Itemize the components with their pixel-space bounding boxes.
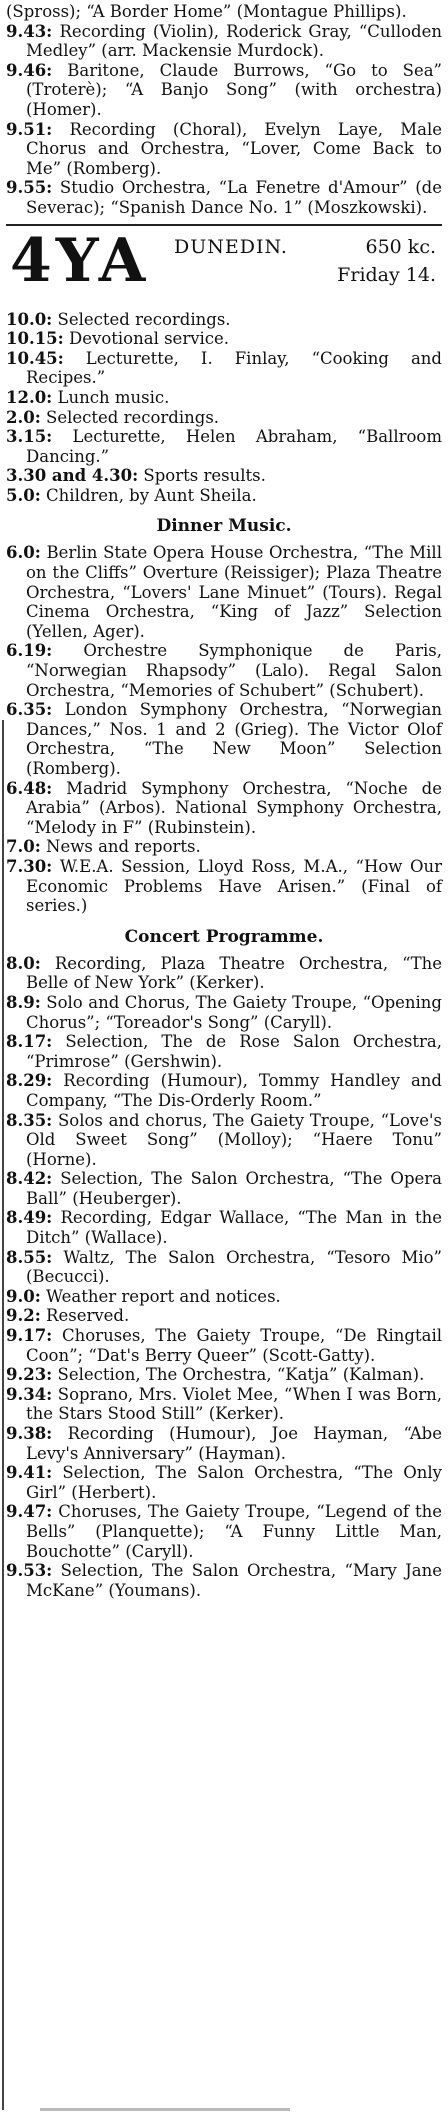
listing-entry [6, 1463, 442, 1502]
entry-text: Waltz, The Salon Orchestra, “Tesoro Mio” (Becucci). [26, 1247, 442, 1287]
listing-entry [6, 837, 442, 857]
listing-entry [6, 1424, 442, 1463]
entry-text: Selection, The Salon Orchestra, “Mary Jane McKane” (Youmans). [26, 1561, 442, 1600]
daytime-listing [6, 310, 442, 506]
station-city: DUNEDIN. [174, 235, 288, 258]
listing-entry [6, 1032, 442, 1071]
entry-time: 9.55: [6, 178, 53, 198]
entry-time: 8.17: [6, 1032, 53, 1052]
concert-programme-heading: Concert Programme. [124, 926, 324, 947]
entry-text: Selection, The Orchestra, “Katja” (Kalman). [52, 1365, 425, 1385]
listing-entry [6, 1111, 442, 1170]
entry-text: Lunch music. [52, 387, 170, 407]
listing-entry [6, 1287, 442, 1307]
listing-entry [6, 543, 442, 641]
entry-time: 6.19: [6, 641, 53, 661]
listing-entry [6, 329, 442, 349]
entry-time: 10.0: [6, 309, 53, 329]
listing-entry [6, 1326, 442, 1365]
entry-time: 8.55: [6, 1247, 53, 1267]
listing-entry [6, 954, 442, 993]
entry-text: Recording, Edgar Wallace, “The Man in the Ditch” (Wallace). [26, 1208, 442, 1248]
station-callsign: 4YA [10, 225, 150, 296]
entry-time: 9.0: [6, 1286, 41, 1306]
listing-entry [6, 310, 442, 330]
listing-entry [6, 1169, 442, 1208]
listing-entry [6, 1248, 442, 1287]
column-rule [2, 720, 4, 2110]
entry-text: Recording (Violin), Roderick Gray, “Culloden Medley” (arr. Mackensie Murdock). [26, 21, 442, 61]
print-smudge [40, 2108, 290, 2111]
entry-text: Recording (Choral), Evelyn Laye, Male Chorus and Orchestra, “Lover, Come Back to Me” (Romberg). [26, 119, 442, 178]
entry-text: Recording (Humour), Joe Hayman, “Abe Levy's Anniversary” (Hayman). [26, 1424, 442, 1463]
listing-entry [6, 388, 442, 408]
listing-entry [6, 120, 442, 179]
entry-time: 9.23: [6, 1365, 53, 1385]
entry-time: 8.29: [6, 1071, 53, 1091]
listing-entry [6, 61, 442, 120]
broadcast-day: Friday 14. [337, 263, 436, 286]
dinner-music-heading: Dinner Music. [156, 516, 292, 537]
listing-entry [6, 22, 442, 61]
entry-time: 5.0: [6, 485, 41, 505]
entry-text: Selected recordings. [40, 407, 220, 427]
listing-entry [6, 466, 442, 486]
entry-text: Children, by Aunt Sheila. [40, 485, 257, 505]
entry-time: 9.47: [6, 1502, 53, 1522]
entry-time: 12.0: [6, 387, 53, 407]
entry-text: Studio Orchestra, “La Fenetre d'Amour” (de Severac); “Spanish Dance No. 1” (Moszkowski). [26, 178, 442, 217]
listing-entry [6, 349, 442, 388]
entry-time: 9.46: [6, 60, 53, 80]
entry-time: 8.35: [6, 1110, 53, 1130]
entry-text: Solo and Chorus, The Gaiety Troupe, “Opening Chorus”; “Toreador's Song” (Caryll). [26, 992, 442, 1032]
listing-entry [6, 1561, 442, 1600]
entry-text: Choruses, The Gaiety Troupe, “Legend of the Bells” (Planquette); “A Funny Little Man, Bouchotte” (Caryll). [26, 1502, 442, 1561]
entry-time: 10.45: [6, 348, 64, 368]
entry-text: Baritone, Claude Burrows, “Go to Sea” (Troterè); “A Banjo Song” (with orchestra) (Homer). [26, 60, 442, 119]
station-header [6, 224, 442, 304]
entry-text: Selection, The de Rose Salon Orchestra, “Primrose” (Gershwin). [26, 1032, 442, 1071]
entry-text: Solos and chorus, The Gaiety Troupe, “Love's Old Sweet Song” (Molloy); “Haere Tonu” (Horne). [26, 1110, 442, 1169]
entry-time: 9.43: [6, 21, 53, 41]
entry-text: Madrid Symphony Orchestra, “Noche de Arabia” (Arbos). National Symphony Orchestra, “Melody in F” (Rubinstein). [26, 778, 442, 837]
entry-time: 9.38: [6, 1424, 53, 1443]
concert-programme-listing [6, 954, 442, 1601]
listing-entry [6, 427, 442, 466]
entry-text: Choruses, The Gaiety Troupe, “De Ringtail Coon”; “Dat's Berry Queer” (Scott-Gatty). [26, 1326, 442, 1365]
listing-entry [6, 2, 442, 22]
entry-text: W.E.A. Session, Lloyd Ross, M.A., “How Our Economic Problems Have Arisen.” (Final of series.) [26, 856, 442, 916]
entry-text: Recording, Plaza Theatre Orchestra, “The Belle of New York” (Kerker). [26, 953, 442, 993]
listing-entry [6, 1306, 442, 1326]
listing-entry [6, 486, 442, 506]
listing-entry [6, 1071, 442, 1110]
listing-entry [6, 993, 442, 1032]
entry-text: London Symphony Orchestra, “Norwegian Dances,” Nos. 1 and 2 (Grieg). The Victor Olof Orchestra, “The New Moon” Selection (Romberg). [26, 700, 442, 778]
entry-time: 6.48: [6, 778, 53, 798]
entry-text: Selected recordings. [52, 309, 231, 329]
entry-text: Selection, The Salon Orchestra, “The Opera Ball” (Heuberger). [26, 1169, 442, 1208]
entry-text: Soprano, Mrs. Violet Mee, “When I was Born, the Stars Stood Still” (Kerker). [26, 1384, 442, 1424]
entry-time: 9.34: [6, 1384, 53, 1404]
entry-text: Berlin State Opera House Orchestra, “The Mill on the Cliffs” Overture (Reissiger); Plaza Theatre Orchestra, “Lovers' Lane Minuet” (Tours). Regal Cinema Orchestra, “King of Jazz” Selection (Yellen, Ager). [26, 543, 442, 641]
entry-time: 3.30 and 4.30: [6, 466, 139, 486]
entry-time: 8.0: [6, 953, 41, 973]
entry-text: Reserved. [40, 1306, 130, 1326]
continued-listing [6, 2, 442, 218]
entry-time: 10.15: [6, 329, 64, 349]
listing-entry [6, 1385, 442, 1424]
entry-text: Orchestre Symphonique de Paris, “Norwegian Rhapsody” (Lalo). Regal Salon Orchestra, “Memories of Schubert” (Schubert). [26, 641, 442, 700]
listing-entry [6, 700, 442, 778]
entry-text: Weather report and notices. [40, 1286, 281, 1306]
entry-time: 8.42: [6, 1169, 53, 1189]
listing-entry [6, 1502, 442, 1561]
entry-time: 9.41: [6, 1463, 53, 1483]
entry-time: 6.35: [6, 700, 53, 720]
entry-time: 9.17: [6, 1326, 53, 1346]
dinner-music-listing [6, 543, 442, 915]
entry-text: Lecturette, Helen Abraham, “Ballroom Dancing.” [26, 427, 442, 466]
entry-text: Lecturette, I. Finlay, “Cooking and Recipes.” [26, 348, 442, 388]
entry-time: 3.15: [6, 427, 53, 447]
listing-entry [6, 1365, 442, 1385]
entry-time: 2.0: [6, 407, 41, 427]
entry-text: Devotional service. [63, 329, 230, 349]
newspaper-column [6, 2, 442, 1600]
entry-time: 6.0: [6, 543, 41, 563]
entry-time: 7.0: [6, 837, 41, 857]
listing-entry [6, 857, 442, 916]
listing-entry [6, 641, 442, 700]
listing-entry [6, 779, 442, 838]
entry-text: (Spross); “A Border Home” (Montague Phillips). [6, 2, 407, 21]
listing-entry [6, 408, 442, 428]
entry-time: 8.9: [6, 992, 41, 1012]
entry-time: 8.49: [6, 1208, 53, 1228]
listing-entry [6, 178, 442, 217]
entry-time: 9.2: [6, 1306, 41, 1326]
listing-entry [6, 1208, 442, 1247]
entry-time: 9.51: [6, 119, 53, 139]
entry-text: News and reports. [40, 837, 201, 857]
entry-text: Selection, The Salon Orchestra, “The Only Girl” (Herbert). [26, 1463, 442, 1502]
entry-time: 7.30: [6, 856, 53, 876]
entry-text: Recording (Humour), Tommy Handley and Company, “The Dis-Orderly Room.” [26, 1071, 442, 1110]
entry-time: 9.53: [6, 1561, 53, 1581]
station-frequency: 650 kc. [365, 235, 436, 258]
entry-text: Sports results. [138, 466, 266, 486]
